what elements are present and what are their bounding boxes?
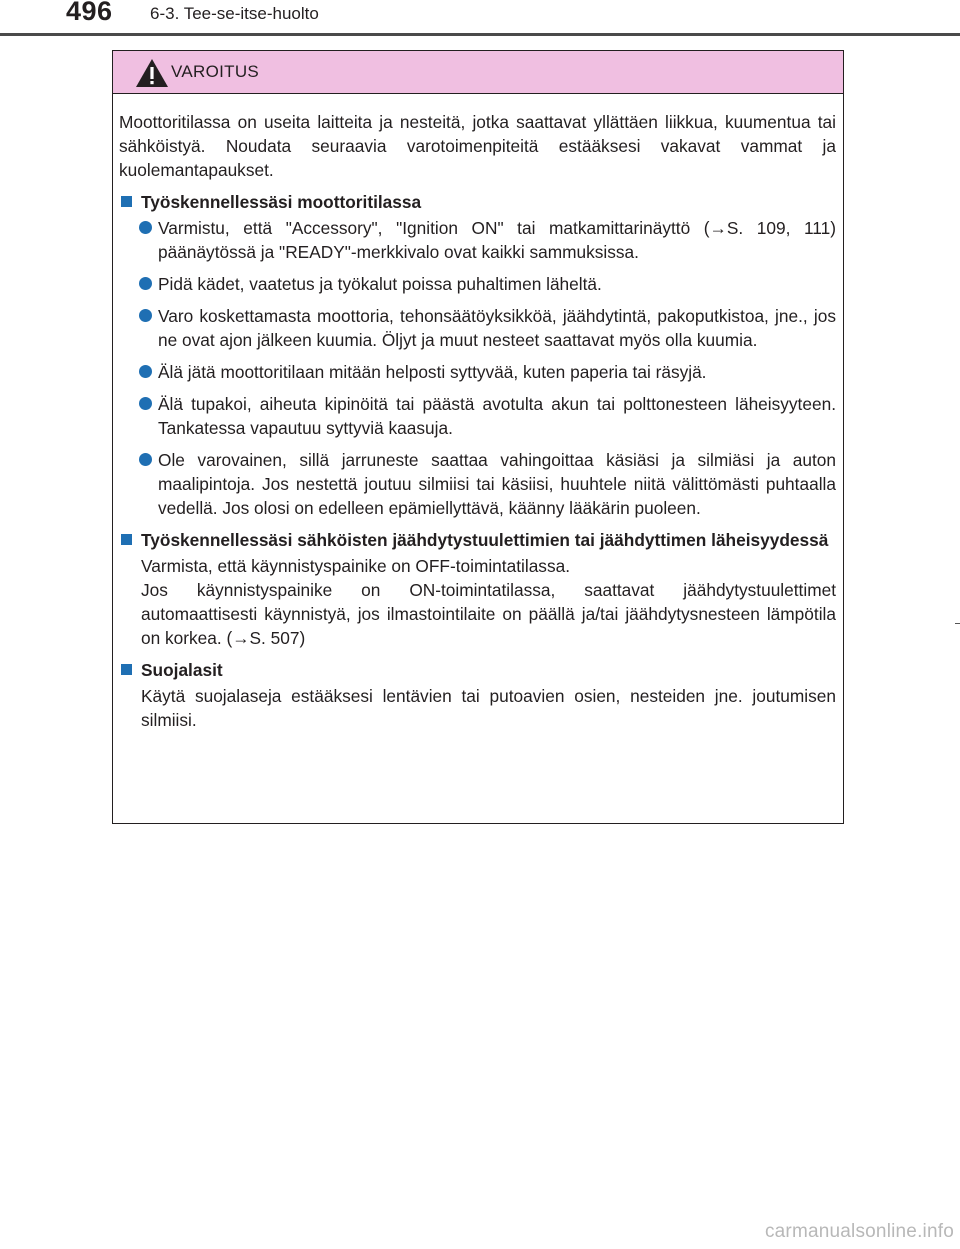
list-item — [119, 360, 836, 384]
list-item-text: Ole varovainen, sillä jarruneste saattaa vahingoittaa käsiäsi ja silmiäsi ja auton maalipintoja. Jos nestettä joutuu silmiisi tai käsiisi, huuhtele niitä välittömästi puhtaalla vedellä. Jos olosi on edelleen epämiellyttävä, käänny lääkärin puoleen. — [158, 450, 836, 518]
margin-mark — [955, 623, 960, 624]
dot-bullet-icon — [139, 365, 152, 378]
list-item-text: Varmistu, että "Accessory", "Ignition ON" tai matkamittarinäyttö (→S. 109, 111) päänäytössä ja "READY"-merkkivalo ovat kaikki sammuksissa. — [158, 218, 836, 262]
paragraph-line: Jos käynnistyspainike on ON-toimintatilassa, saattavat jäähdytystuulettimet automaattisesti käynnistyä, jos ilmastointilaite on päällä ja/tai jäähdytysnesteen lämpötila on korkea. (→S. 507) — [141, 580, 836, 648]
list-item-text: Älä jätä moottoritilaan mitään helposti syttyvää, kuten paperia tai räsyjä. — [158, 362, 707, 382]
warning-intro: Moottoritilassa on useita laitteita ja nesteitä, jotka saattavat yllättäen liikkua, kuumentua tai sähköistyä. Noudata seuraavia varotoimenpiteitä estääksesi vakavat vammat ja kuolemantapaukset. — [119, 112, 836, 180]
warning-label: VAROITUS — [171, 62, 260, 81]
list-item-text: Pidä kädet, vaatetus ja työkalut poissa puhaltimen läheltä. — [158, 274, 602, 294]
watermark: carmanualsonline.info — [764, 1221, 954, 1242]
list-item — [119, 392, 836, 440]
page-number: 496 — [66, 0, 113, 26]
warning-header — [113, 51, 843, 94]
list-item — [119, 216, 836, 264]
section-heading-cooling-fans — [119, 528, 836, 552]
section-heading-text: Työskennellessäsi sähköisten jäähdytystuulettimien tai jäähdyttimen läheisyydessä — [141, 530, 829, 550]
square-bullet-icon — [121, 534, 132, 545]
square-bullet-icon — [121, 196, 132, 207]
paragraph — [119, 554, 836, 650]
list-item — [119, 272, 836, 296]
list-item — [119, 448, 836, 520]
list-item-text: Älä tupakoi, aiheuta kipinöitä tai päästä avotulta akun tai polttonesteen läheisyyteen. Tankatessa vapautuu syttyviä kaasuja. — [158, 394, 836, 438]
list-item — [119, 304, 836, 352]
dot-bullet-icon — [139, 309, 152, 322]
warning-box — [112, 50, 844, 824]
section-title: 6-3. Tee-se-itse-huolto — [150, 4, 319, 23]
section-heading-text: Työskennellessäsi moottoritilassa — [141, 192, 422, 212]
dot-bullet-icon — [139, 453, 152, 466]
paragraph — [119, 684, 836, 732]
section-heading-safety-glasses — [119, 658, 836, 682]
section-heading-text: Suojalasit — [141, 660, 223, 680]
warning-triangle-icon — [135, 58, 169, 88]
dot-bullet-icon — [139, 397, 152, 410]
section-heading-engine-compartment — [119, 190, 836, 214]
square-bullet-icon — [121, 664, 132, 675]
dot-bullet-icon — [139, 221, 152, 234]
paragraph-line: Varmista, että käynnistyspainike on OFF-toimintatilassa. — [141, 556, 570, 576]
paragraph-line: Käytä suojalaseja estääksesi lentävien tai putoavien osien, nesteiden jne. joutumisen silmiisi. — [141, 686, 836, 730]
dot-bullet-icon — [139, 277, 152, 290]
warning-body — [113, 94, 843, 732]
list-item-text: Varo koskettamasta moottoria, tehonsäätöyksikköä, jäähdytintä, pakoputkistoa, jne., jos ne ovat ajon jälkeen kuumia. Öljyt ja muut nesteet saattavat myös olla kuumia. — [158, 306, 836, 350]
header-divider — [0, 33, 960, 36]
